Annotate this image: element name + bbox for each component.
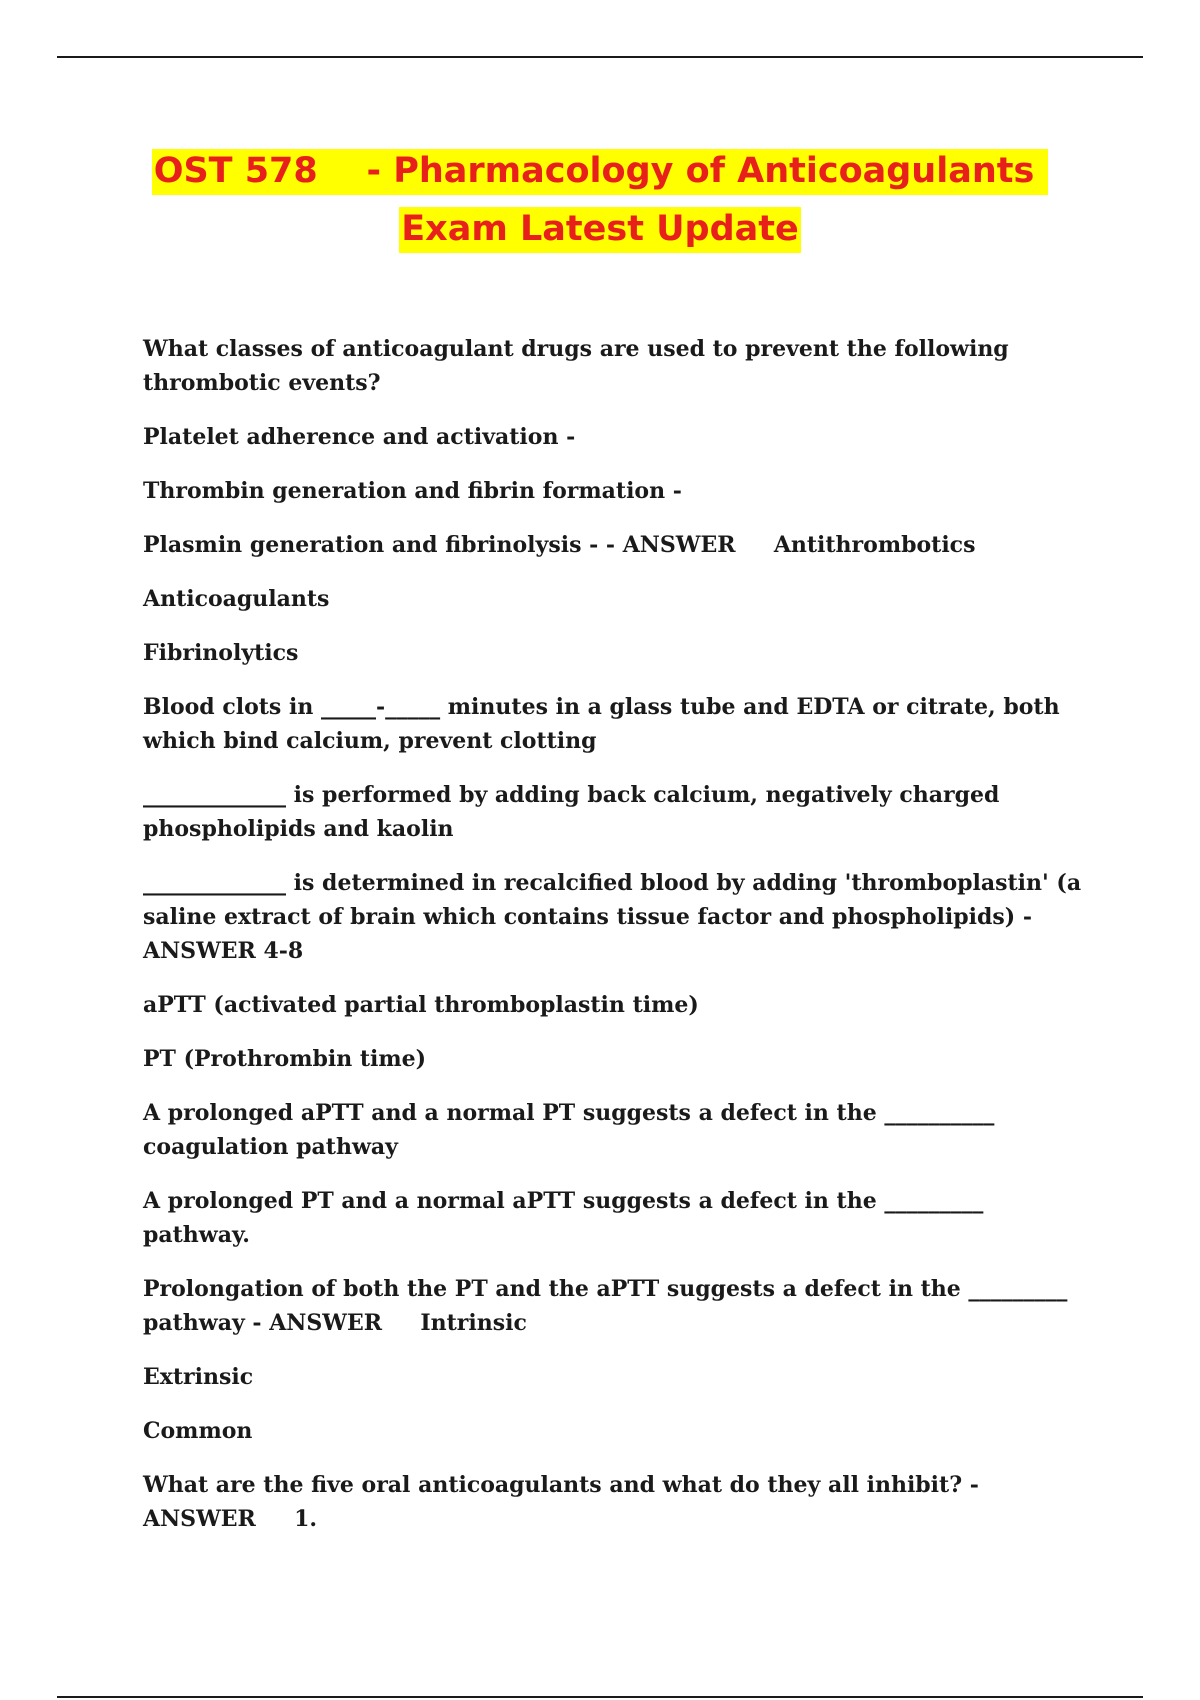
title-line-2: Exam Latest Update	[0, 200, 1200, 258]
title-line-1: OST 578 - Pharmacology of Anticoagulants	[0, 142, 1200, 200]
question-paragraph: What classes of anticoagulant drugs are used to prevent the following thrombotic events?	[143, 336, 1017, 396]
answer-item: Fibrinolytics	[143, 640, 299, 666]
question-paragraph-with-answer: Prolongation of both the PT and the aPTT suggests a defect in the _________ pathway - ANSWER Intrinsic	[143, 1276, 1076, 1336]
document-body	[143, 332, 1093, 1556]
question-paragraph: Blood clots in _____-_____ minutes in a glass tube and EDTA or citrate, both which bind calcium, prevent clotting	[143, 694, 1068, 754]
question-item-with-answer: Plasmin generation and fibrinolysis - - ANSWER Antithrombotics	[143, 532, 976, 558]
answer-item: Extrinsic	[143, 1364, 254, 1390]
question-item: Thrombin generation and fibrin formation -	[143, 478, 682, 504]
question-item: Platelet adherence and activation -	[143, 424, 576, 450]
question-paragraph: A prolonged PT and a normal aPTT suggests a defect in the _________ pathway.	[143, 1188, 992, 1248]
answer-item: PT (Prothrombin time)	[143, 1046, 427, 1072]
answer-item: Common	[143, 1418, 253, 1444]
question-paragraph-with-answer: What are the five oral anticoagulants and what do they all inhibit? - ANSWER 1.	[143, 1472, 987, 1532]
answer-item: Anticoagulants	[143, 586, 330, 612]
answer-item: aPTT (activated partial thromboplastin time)	[143, 992, 699, 1018]
document-title	[0, 142, 1200, 258]
footer-rule	[57, 1696, 1143, 1698]
question-paragraph: A prolonged aPTT and a normal PT suggests a defect in the __________ coagulation pathway	[143, 1100, 1003, 1160]
question-paragraph: _____________ is performed by adding back calcium, negatively charged phospholipids and kaolin	[143, 782, 1008, 842]
header-rule	[57, 56, 1143, 58]
question-paragraph-with-answer: _____________ is determined in recalcified blood by adding 'thromboplastin' (a saline extract of brain which contains tissue factor and phospholipids) - ANSWER 4-8	[143, 870, 1089, 964]
